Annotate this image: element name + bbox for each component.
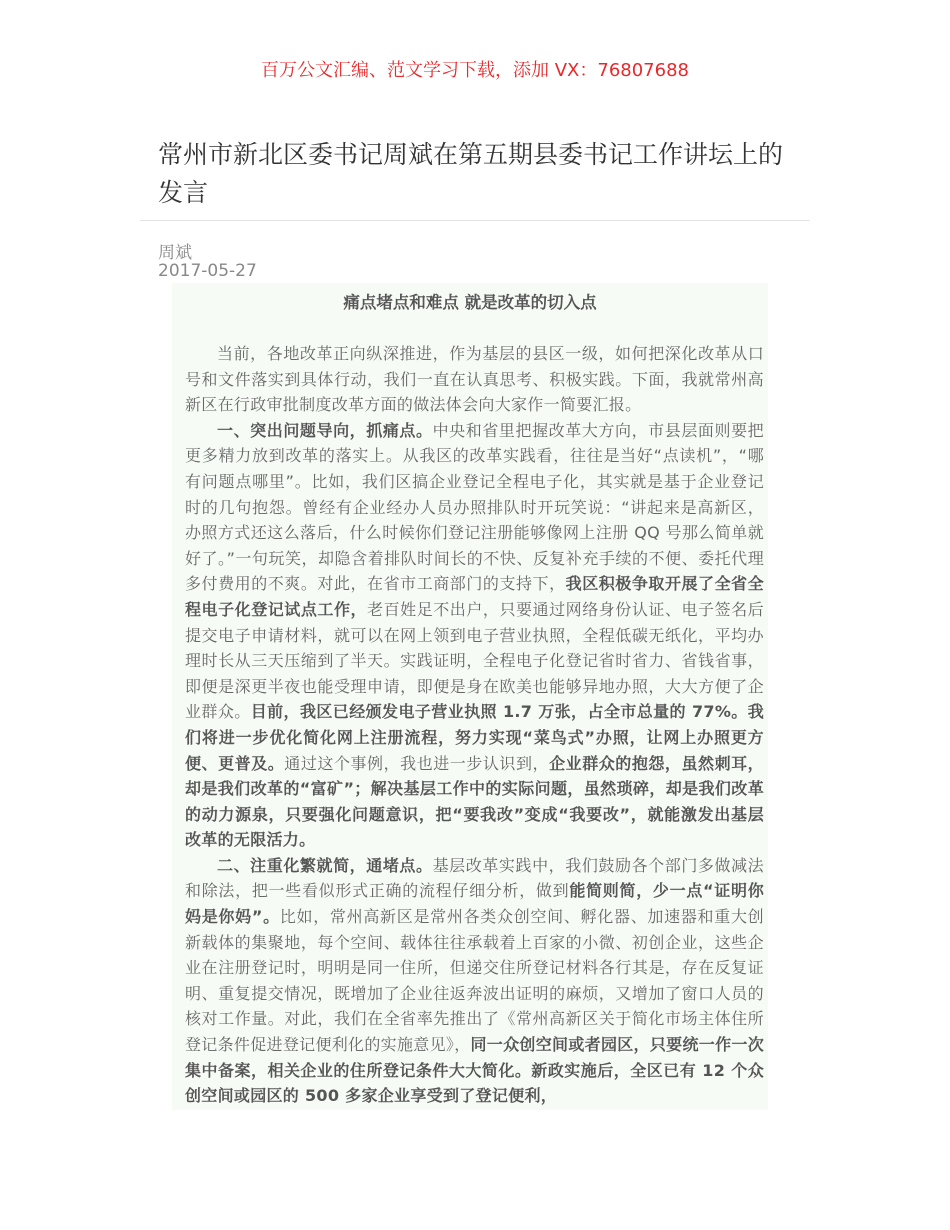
author: 周斌 — [158, 243, 192, 263]
article-subheading: 痛点堵点和难点 就是改革的切入点 — [343, 293, 597, 312]
text: 当前，各地改革正向纵深推进，作为基层的县区一级，如何把深化改革从口号和文件落实到具体行动，我们一直在认真思考、积极实践。下面，我就常州高新区在行政审批制度改革方面的做法体会向大家作一简要汇报。 — [185, 344, 764, 415]
bold-text: 目前，我区已经颁发电子营业执照 1.7 万张，占全市总量的 77%。我们将进一步优化简化网上注册流程，努力实现“菜鸟式”办照，让网上办照更方便、更普及。 — [185, 702, 764, 773]
bold-text: 二、注重化繁就简，通堵点。 — [217, 855, 433, 875]
text: 老百姓足不出户，只要通过网络身份认证、电子签名后提交电子申请材料，就可以在网上领到电子营业执照，全程低碳无纸化，平均办理时长从三天压缩到了半天。实践证明，全程电子化登记省时省力、省钱省事，即便是深更半夜也能受理申请，即便是身在欧美也能够异地办照，大大方便了企业群众。 — [185, 599, 764, 722]
bold-text: 一、突出问题导向，抓痛点。 — [217, 420, 433, 440]
paragraph — [185, 853, 764, 1109]
paragraph — [185, 341, 764, 418]
paragraph — [185, 418, 764, 853]
promo-banner: 百万公文汇编、范文学习下载，添加 VX：76807688 — [261, 60, 689, 81]
text: 通过这个事例，我也进一步认识到， — [284, 753, 550, 773]
article-paragraphs — [172, 341, 768, 1109]
bold-text: 我区积极争取开展了全省全程电子化登记试点工作， — [185, 574, 764, 619]
page-title: 常州市新北区委书记周斌在第五期县委书记工作讲坛上的发言 — [158, 140, 784, 207]
bold-text: 企业群众的抱怨，虽然刺耳，却是我们改革的“富矿”；解决基层工作中的实际问题，虽然琐碎，却是我们改革的动力源泉，只要强化问题意识，把“要我改”变成“我要改”，就能激发出基层改革的无限活力。 — [185, 753, 764, 850]
divider — [140, 220, 810, 221]
bold-text: 同一众创空间或者园区，只要统一作一次集中备案，相关企业的住所登记条件大大简化。新政实施后，全区已有 12 个众创空间或园区的 500 多家企业享受到了登记便利， — [185, 1035, 764, 1106]
text: 比如，常州高新区是常州各类众创空间、孵化器、加速器和重大创新载体的集聚地，每个空间、载体往往承载着上百家的小微、初创企业，这些企业在注册登记时，明明是同一住所，但递交住所登记材料各行其是，存在反复证明、重复提交情况，既增加了企业往返奔波出证明的麻烦，又增加了窗口人员的核对工作量。对此，我们在全省率先推出了《常州高新区关于简化市场主体住所登记条件促进登记便利化的实施意见》， — [185, 907, 764, 1055]
text: 中央和省里把握改革大方向，市县层面则要把更多精力放到改革的落实上。从我区的改革实践看，往往是当好“点读机”，“哪有问题点哪里”。比如，我们区搞企业登记全程电子化，其实就是基于企业登记时的几句抱怨。曾经有企业经办人员办照排队时开玩笑说：“讲起来是高新区，办照方式还这么落后，什么时候你们登记注册能够像网上注册 QQ 号那么简单就好了。”一句玩笑，却隐含着排队时间长的不快、反复补充手续的不便、委托代理多付费用的不爽。对此，在省市工商部门的支持下， — [185, 420, 764, 594]
publish-date: 2017-05-27 — [158, 261, 257, 281]
article-body — [172, 283, 768, 1110]
text: 基层改革实践中，我们鼓励各个部门多做减法和除法，把一些看似形式正确的流程仔细分析，做到 — [185, 855, 764, 901]
bold-text: 能简则简，少一点“证明你妈是你妈”。 — [185, 881, 764, 927]
